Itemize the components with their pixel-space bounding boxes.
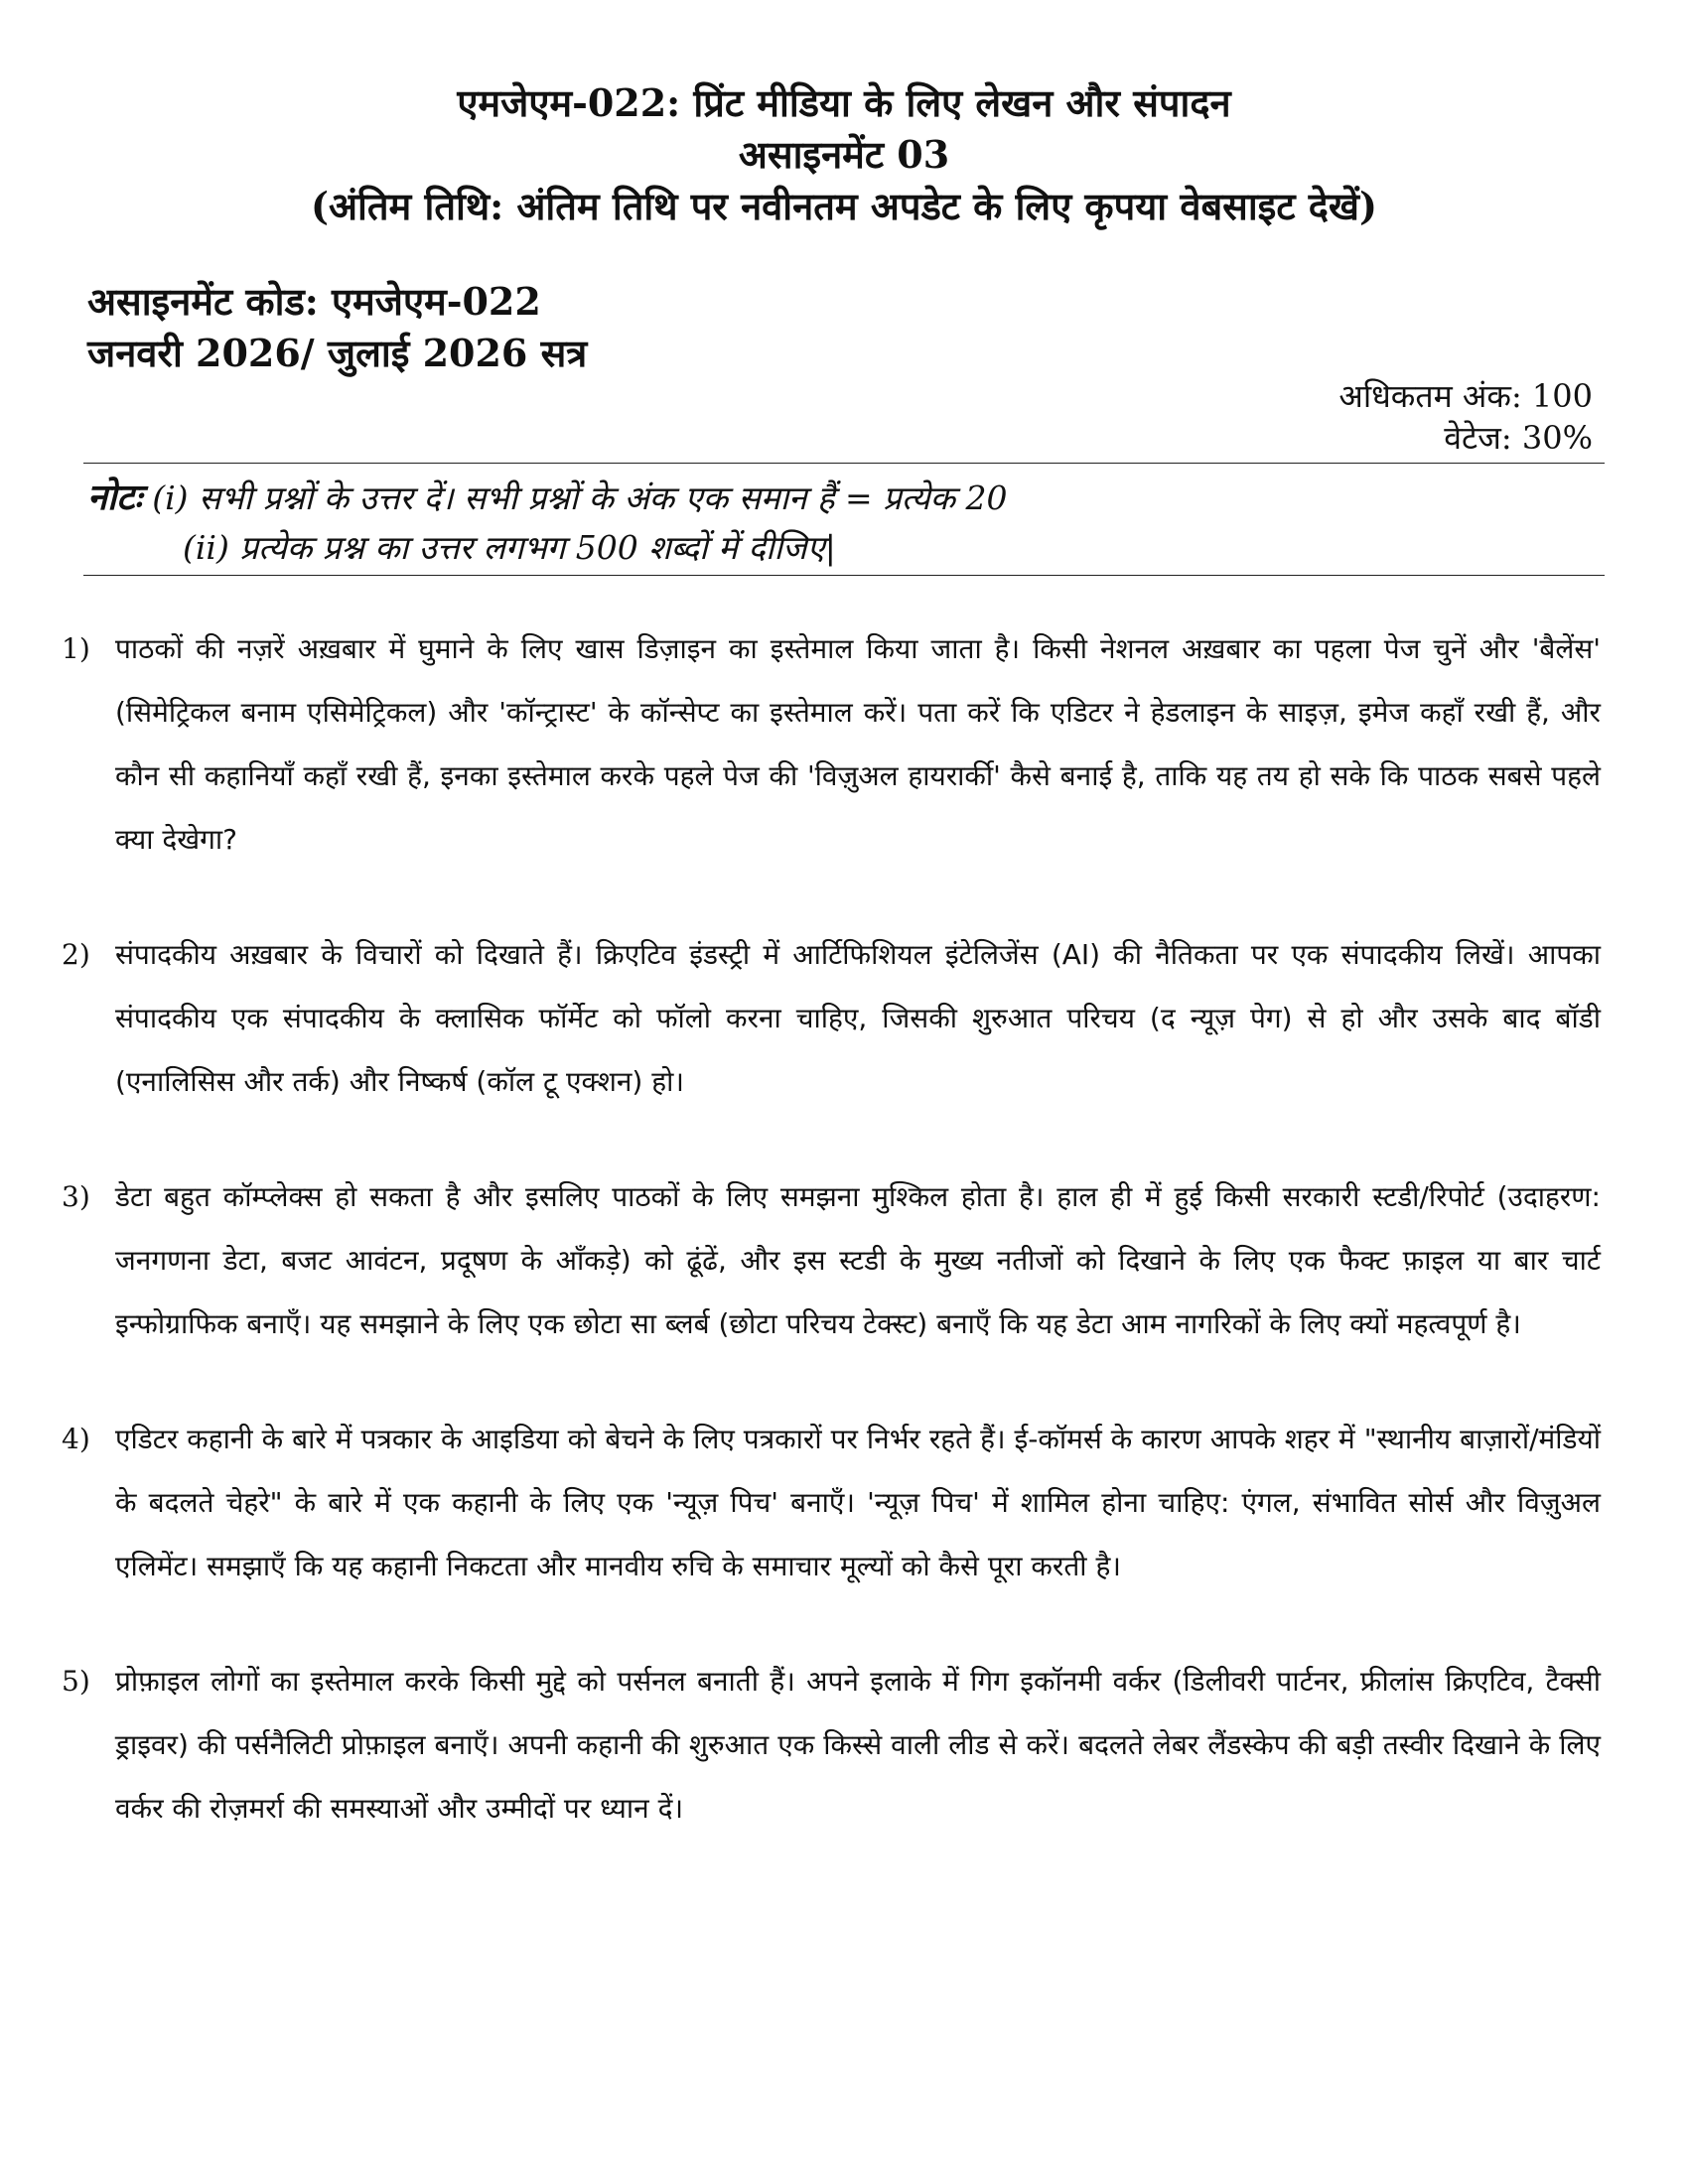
deadline-note: (अंतिम तिथि: अंतिम तिथि पर नवीनतम अपडेट के लिए कृपया वेबसाइट देखें): [311, 184, 1377, 228]
question-item: [62, 923, 1601, 1114]
question-number: 5): [62, 1665, 90, 1698]
question-list: [62, 617, 1601, 1892]
marks-info: [1338, 375, 1593, 459]
question-item: [62, 1165, 1601, 1356]
note-line-1: [87, 473, 1007, 523]
assignment-number: असाइनमेंट 03: [738, 132, 950, 177]
max-marks: अधिकतम अंक: 100: [1338, 377, 1593, 415]
document-header: [0, 77, 1688, 232]
question-text: एडिटर कहानी के बारे में पत्रकार के आइडिया को बेचने के लिए पत्रकारों पर निर्भर रहते हैं। ई-कॉमर्स के कारण आपके शहर में "स्थानीय बाज़ारों/मंडियों के बदलते चेहरे" के बारे में एक कहानी के लिए एक 'न्यूज़ पिच' बनाएँ। 'न्यूज़ पिच' में शामिल होना चाहिए: एंगल, संभावित सोर्स और विज़ुअल एलिमेंट। समझाएँ कि यह कहानी निकटता और मानवीय रुचि के समाचार मूल्यों को कैसे पूरा करती है।: [115, 1423, 1601, 1582]
question-number: 2): [62, 938, 90, 971]
question-number: 3): [62, 1180, 90, 1213]
note-bottom-rule: [83, 575, 1605, 576]
question-number: 4): [62, 1423, 90, 1455]
note-label: नोटः: [87, 477, 142, 518]
session-label: जनवरी 2026/ जुलाई 2026 सत्र: [87, 331, 588, 375]
question-text: पाठकों की नज़रें अख़बार में घुमाने के लिए खास डिज़ाइन का इस्तेमाल किया जाता है। किसी नेशनल अख़बार का पहला पेज चुनें और 'बैलेंस' (सिमेट्रिकल बनाम एसिमेट्रिकल) और 'कॉन्ट्रास्ट' के कॉन्सेप्ट का इस्तेमाल करें। पता करें कि एडिटर ने हेडलाइन के साइज़, इमेज कहाँ रखी हैं, और कौन सी कहानियाँ कहाँ रखी हैं, इनका इस्तेमाल करके पहले पेज की 'विज़ुअल हायरार्की' कैसे बनाई है, ताकि यह तय हो सके कि पाठक सबसे पहले क्या देखेगा?: [115, 632, 1601, 856]
course-title: एमजेएम-022: प्रिंट मीडिया के लिए लेखन और संपादन: [457, 80, 1231, 125]
note-instruction-2: (ii) प्रत्येक प्रश्न का उत्तर लगभग 500 शब्दों में दीजिए|: [183, 528, 836, 567]
assignment-meta: [87, 276, 587, 379]
question-number: 1): [62, 632, 90, 665]
question-item: [62, 617, 1601, 872]
question-text: डेटा बहुत कॉम्प्लेक्स हो सकता है और इसलिए पाठकों के लिए समझना मुश्किल होता है। हाल ही में हुई किसी सरकारी स्टडी/रिपोर्ट (उदाहरण: जनगणना डेटा, बजट आवंटन, प्रदूषण के आँकड़े) को ढूंढें, और इस स्टडी के मुख्य नतीजों को दिखाने के लिए एक फैक्ट फ़ाइल या बार चार्ट इन्फोग्राफिक बनाएँ। यह समझाने के लिए एक छोटा सा ब्लर्ब (छोटा परिचय टेक्स्ट) बनाएँ कि यह डेटा आम नागरिकों के लिए क्यों महत्वपूर्ण है।: [115, 1180, 1601, 1340]
note-top-rule: [83, 463, 1605, 464]
question-item: [62, 1408, 1601, 1598]
question-text: संपादकीय अख़बार के विचारों को दिखाते हैं। क्रिएटिव इंडस्ट्री में आर्टिफिशियल इंटेलिजेंस (AI) की नैतिकता पर एक संपादकीय लिखें। आपका संपादकीय एक संपादकीय के क्लासिक फॉर्मेट को फॉलो करना चाहिए, जिसकी शुरुआत परिचय (द न्यूज़ पेग) से हो और उसके बाद बॉडी (एनालिसिस और तर्क) और निष्कर्ष (कॉल टू एक्शन) हो।: [115, 938, 1601, 1098]
note-instruction-1: (i) सभी प्रश्नों के उत्तर दें। सभी प्रश्नों के अंक एक समान हैं = प्रत्येक 20: [152, 478, 1008, 517]
question-item: [62, 1650, 1601, 1841]
instructions-note: [87, 473, 1007, 573]
weightage: वेटेज: 30%: [1444, 419, 1593, 457]
question-text: प्रोफ़ाइल लोगों का इस्तेमाल करके किसी मुद्दे को पर्सनल बनाती हैं। अपने इलाके में गिग इकॉनमी वर्कर (डिलीवरी पार्टनर, फ्रीलांस क्रिएटिव, टैक्सी ड्राइवर) की पर्सनैलिटी प्रोफ़ाइल बनाएँ। अपनी कहानी की शुरुआत एक किस्से वाली लीड से करें। बदलते लेबर लैंडस्केप की बड़ी तस्वीर दिखाने के लिए वर्कर की रोज़मर्रा की समस्याओं और उम्मीदों पर ध्यान दें।: [115, 1665, 1601, 1825]
assignment-code: असाइनमेंट कोड: एमजेएम-022: [87, 279, 541, 324]
